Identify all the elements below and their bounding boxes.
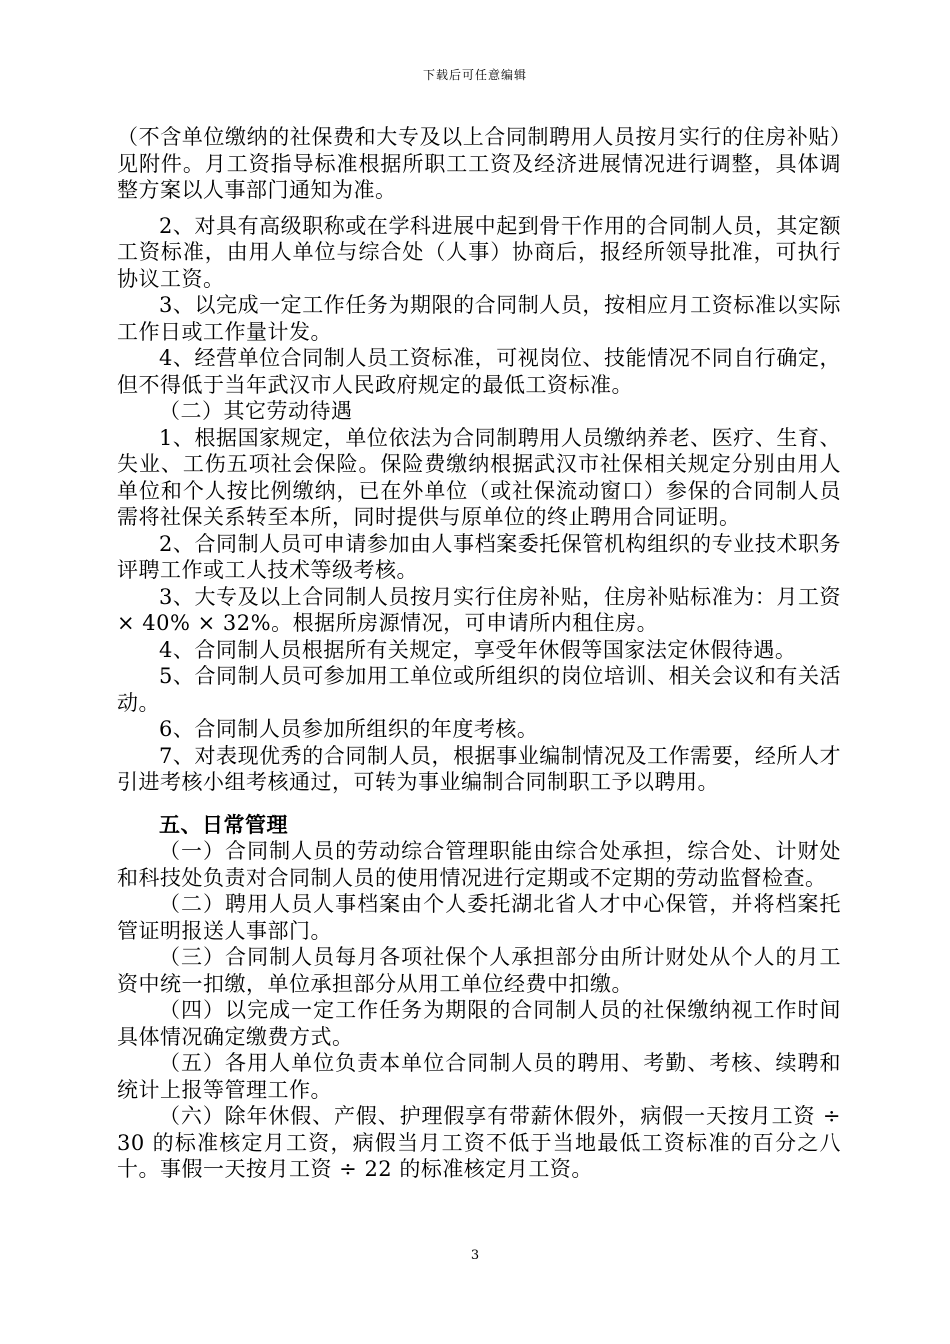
paragraph-management-3-deductions: （三）合同制人员每月各项社保个人承担部分由所计财处从个人的月工资中统一扣缴，单位承担部分从用工单位经费中扣缴。 xyxy=(117,945,841,996)
paragraph-benefit-2-title-evaluation: 2、合同制人员可申请参加由人事档案委托保管机构组织的专业技术职务评聘工作或工人技术等级考核。 xyxy=(117,531,841,582)
paragraph-benefit-4-annual-leave: 4、合同制人员根据所有关规定，享受年休假等国家法定休假待遇。 xyxy=(159,637,797,662)
paragraph-benefit-5-training: 5、合同制人员可参加用工单位或所组织的岗位培训、相关会议和有关活动。 xyxy=(117,664,841,715)
paragraph-item-4-business-units: 4、经营单位合同制人员工资标准，可视岗位、技能情况不同自行确定，但不得低于当年武汉市人民政府规定的最低工资标准。 xyxy=(117,346,841,397)
paragraph-management-6-leave-pay: （六）除年休假、产假、护理假享有带薪休假外，病假一天按月工资 ÷ 30 的标准核定月工资，病假当月工资不低于当地最低工资标准的百分之八十。事假一天按月工资 ÷ 22 的标准核定月工资。 xyxy=(117,1104,841,1181)
paragraph-benefit-1-social-insurance: 1、根据国家规定，单位依法为合同制聘用人员缴纳养老、医疗、生育、失业、工伤五项社会保险。保险费缴纳根据武汉市社保相关规定分别由用人单位和个人按比例缴纳，已在外单位（或社保流动窗口）参保的合同制人员需将社保关系转至本所，同时提供与原单位的终止聘用合同证明。 xyxy=(117,425,841,529)
paragraph-item-2-negotiated-salary: 2、对具有高级职称或在学科进展中起到骨干作用的合同制人员，其定额工资标准，由用人单位与综合处（人事）协商后，报经所领导批准，可执行协议工资。 xyxy=(117,213,841,291)
paragraph-benefit-3-housing-subsidy: 3、大专及以上合同制人员按月实行住房补贴，住房补贴标准为：月工资 × 40% × 32%。根据所房源情况，可申请所内租住房。 xyxy=(117,584,841,635)
paragraph-item-3-task-based: 3、以完成一定工作任务为期限的合同制人员，按相应月工资标准以实际工作日或工作量计发。 xyxy=(117,293,841,344)
section-heading-daily-management: 五、日常管理 xyxy=(159,811,288,837)
paragraph-benefit-7-conversion: 7、对表现优秀的合同制人员，根据事业编制情况及工作需要，经所人才引进考核小组考核通过，可转为事业编制合同制职工予以聘用。 xyxy=(117,743,841,794)
page-number: 3 xyxy=(470,1248,480,1263)
subheading-other-benefits: （二）其它劳动待遇 xyxy=(159,399,353,423)
paragraph-salary-note: （不含单位缴纳的社保费和大专及以上合同制聘用人员按月实行的住房补贴）见附件。月工资指导标准根据所职工工资及经济进展情况进行调整，具体调整方案以人事部门通知为准。 xyxy=(117,125,841,202)
paragraph-management-4-payment-method: （四）以完成一定工作任务为期限的合同制人员的社保缴纳视工作时间具体情况确定缴费方式。 xyxy=(117,998,841,1049)
paragraph-management-5-unit-duties: （五）各用人单位负责本单位合同制人员的聘用、考勤、考核、续聘和统计上报等管理工作。 xyxy=(117,1051,841,1102)
paragraph-management-1-supervision: （一）合同制人员的劳动综合管理职能由综合处承担，综合处、计财处和科技处负责对合同制人员的使用情况进行定期或不定期的劳动监督检查。 xyxy=(117,839,841,890)
page-header: 下载后可任意编辑 xyxy=(422,68,527,82)
paragraph-management-2-archives: （二）聘用人员人事档案由个人委托湖北省人才中心保管，并将档案托管证明报送人事部门。 xyxy=(117,892,841,943)
document-body xyxy=(117,124,841,1183)
paragraph-benefit-6-assessment: 6、合同制人员参加所组织的年度考核。 xyxy=(159,717,539,741)
